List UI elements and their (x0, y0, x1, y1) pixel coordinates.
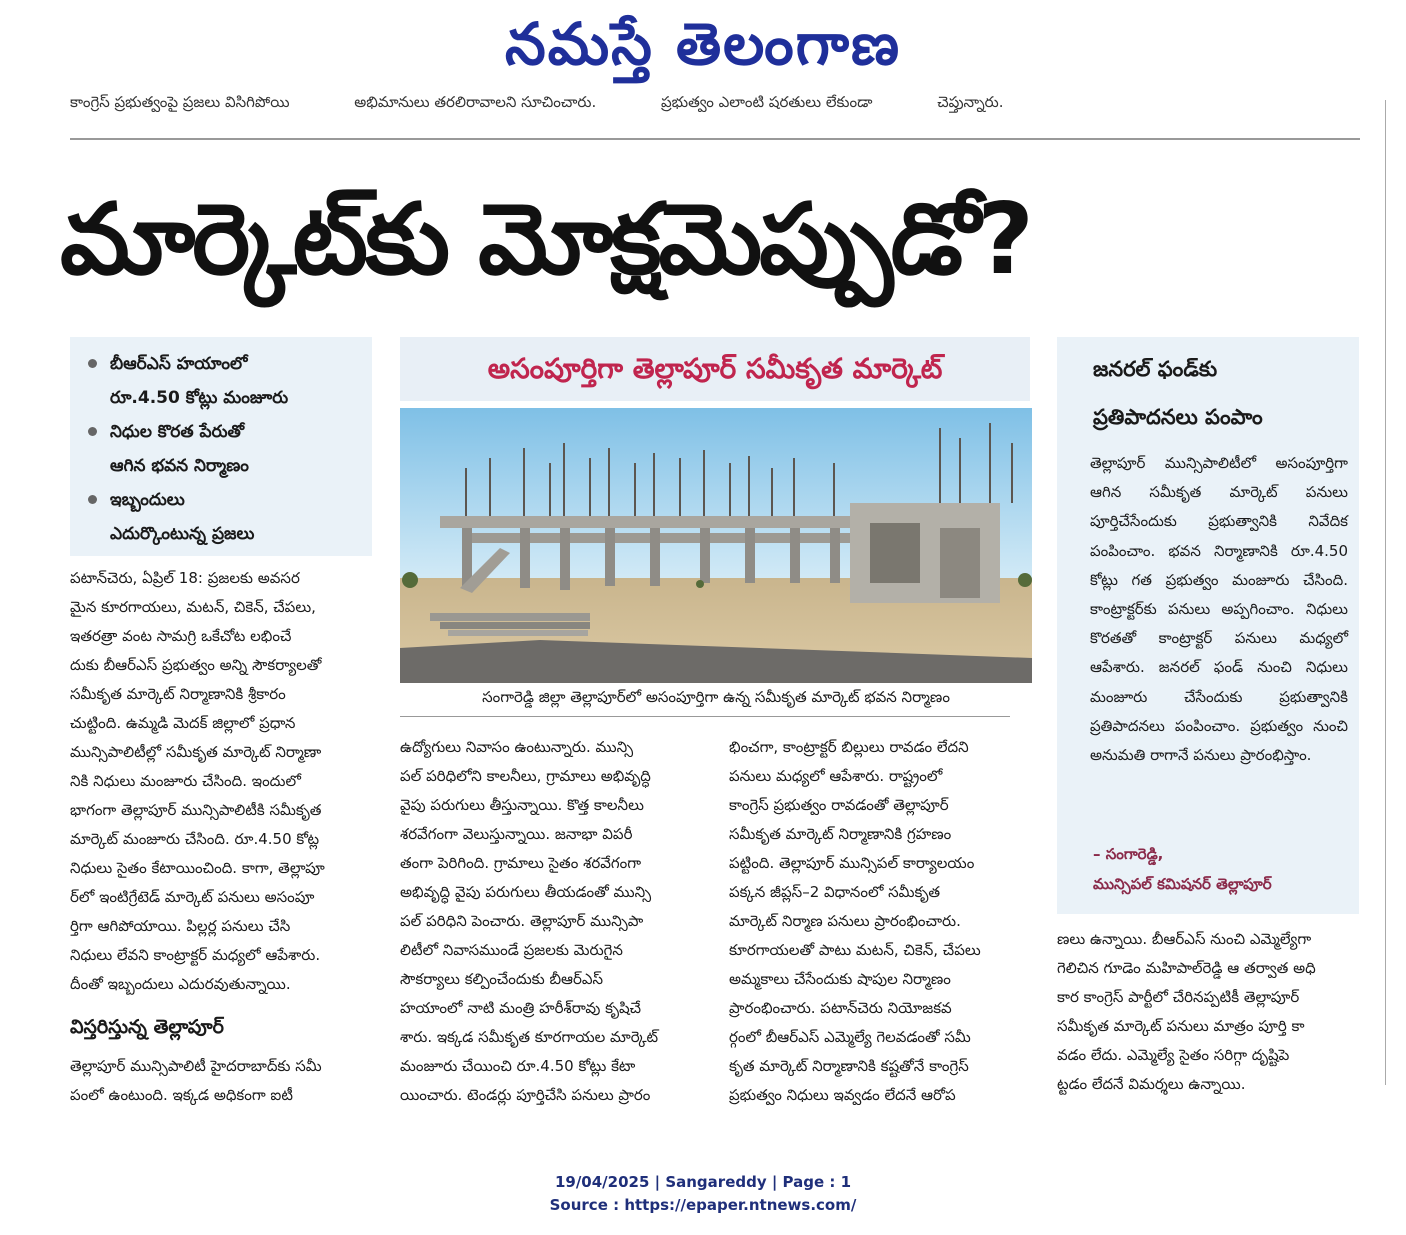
article-line: ర్‌లో ఇంటిగ్రేటెడ్ మార్కెట్ పనులు అసంపూ (70, 888, 315, 906)
vertical-divider (1385, 100, 1386, 1085)
article-line: చుట్టింది. ఉమ్మడి మెదక్ జిల్లాలో ప్రధాన (70, 714, 296, 732)
construction-photo (400, 408, 1032, 683)
article-line: తంగా పెరిగింది. గ్రామాలు సైతం శరవేగంగా (400, 854, 642, 872)
news-photo (400, 408, 1032, 683)
highlight-item: రూ.4.50 కోట్లు మంజూరు (110, 388, 289, 408)
quote-signature-title: మున్సిపల్ కమిషనర్ తెల్లాపూర్ (1093, 875, 1272, 893)
photo-caption: సంగారెడ్డి జిల్లా తెల్లాపూర్‌లో అసంపూర్తిగా ఉన్న సమీకృత మార్కెట్ భవన నిర్మాణం (482, 688, 950, 706)
article-line: పక్కన జీప్లస్–2 విధానంలో సమీకృత (729, 883, 941, 901)
highlight-item: ఇబ్బందులు (84, 483, 372, 517)
article-line: నిధులు సైతం కేటాయించింది. కాగా, తెల్లాపూ (70, 859, 325, 877)
article-line: సమీకృత మార్కెట్ నిర్మాణానికి శ్రీకారం (70, 685, 286, 703)
highlight-item: నిధుల కొరత పేరుతో (84, 415, 372, 449)
article-line: కాంగ్రెస్ ప్రభుత్వం రావడంతో తెల్లాపూర్ (729, 796, 949, 814)
divider (70, 138, 1360, 140)
article-line: మైన కూరగాయలు, మటన్, చికెన్, చేపలు, (70, 598, 316, 616)
article-line: నిధులు లేవని కాంట్రాక్టర్ మధ్యలో ఆపేశారు. (70, 946, 321, 964)
quote-signature: – సంగారెడ్డి, (1093, 845, 1164, 863)
article-line: కార కాంగ్రెస్ పార్టీలో చేరినప్పటికీ తెల్లాపూర్ (1057, 988, 1300, 1006)
highlight-item: ఆగిన భవన నిర్మాణం (110, 456, 249, 476)
article-column-4 (1057, 925, 1359, 1099)
quote-box (1057, 337, 1359, 914)
article-line: వైపు పరుగులు తీస్తున్నాయి. కొత్త కాలనీలు (400, 796, 644, 814)
article-line: శరవేగంగా వెలుస్తున్నాయి. జనాభా విపరీ (400, 825, 633, 843)
quote-heading: జనరల్ ఫండ్‌కు (1093, 357, 1218, 381)
article-line: అభివృద్ధి వైపు పరుగులు తీయడంతో మున్సి (400, 883, 652, 901)
footer-source-link[interactable]: Source : https://epaper.ntnews.com/ (549, 1196, 857, 1214)
article-line: ర్గంలో బీఆర్ఎస్ ఎమ్మెల్యే గెలవడంతో సమీ (729, 1028, 971, 1046)
top-strip-text: ప్రభుత్వం ఎలాంటి షరతులు లేకుండా (661, 93, 873, 111)
article-line: మంజూరు చేయించి రూ.4.50 కోట్లు కేటా (400, 1057, 636, 1075)
article-line: పంలో ఉంటుంది. ఇక్కడ అధికంగా ఐటీ (70, 1086, 293, 1104)
article-line: దుకు బీఆర్ఎస్ ప్రభుత్వం అన్ని సౌకర్యాలతో (70, 656, 322, 674)
subheading: విస్తరిస్తున్న తెల్లాపూర్ (70, 1016, 224, 1038)
article-line: లిటీలో నివాసముండే ప్రజలకు మెరుగైన (400, 941, 623, 959)
bullet-icon (88, 359, 97, 368)
article-line: యించారు. టెండర్లు పూర్తిచేసి పనులు ప్రారం (400, 1086, 651, 1104)
headline: మార్కెట్‌కు మోక్షమెప్పుడో? (60, 183, 1032, 297)
article-line: ఉద్యోగులు నివాసం ఉంటున్నారు. మున్సి (400, 738, 634, 756)
article-line: సౌకర్యాలు కల్పించేందుకు బీఆర్ఎస్ (400, 970, 604, 988)
article-line: పనులు మధ్యలో ఆపేశారు. రాష్ట్రంలో (729, 767, 943, 785)
article-line: గెలిచిన గూడెం మహిపాల్‌రెడ్డి ఆ తర్వాత అధి (1057, 959, 1316, 977)
top-strip-text: చెప్తున్నారు. (937, 93, 1004, 111)
article-line: వడం లేదు. ఎమ్మెల్యే సైతం సరిగ్గా దృష్టిపె (1057, 1046, 1290, 1064)
article-line: పటాన్‌చెరు, ఏప్రిల్ 18: ప్రజలకు అవసర (70, 569, 300, 587)
top-strip-text: అభిమానులు తరలిరావాలని సూచించారు. (354, 93, 597, 111)
article-line: భాగంగా తెల్లాపూర్ మున్సిపాలిటీకి సమీకృత (70, 801, 322, 819)
quote-heading: ప్రతిపాదనలు పంపాం (1093, 405, 1263, 429)
article-line: హయాంలో నాటి మంత్రి హరీశ్‌రావు కృషిచే (400, 999, 642, 1017)
article-line: భించగా, కాంట్రాక్టర్ బిల్లులు రావడం లేదని (729, 738, 969, 756)
article-line: మార్కెట్ మంజూరు చేసింది. రూ.4.50 కోట్ల (70, 830, 320, 848)
article-line: సమీకృత మార్కెట్ నిర్మాణానికి గ్రహణం (729, 825, 952, 843)
article-line: అమ్మకాలు చేసేందుకు షాపుల నిర్మాణం (729, 970, 951, 988)
article-line: సమీకృత మార్కెట్ పనులు మాత్రం పూర్తి కా (1057, 1017, 1305, 1035)
bullet-icon (88, 495, 97, 504)
top-strip (70, 93, 1360, 117)
masthead-logo: నమస్తే తెలంగాణ (505, 10, 901, 78)
highlight-item: ఎదుర్కొంటున్న ప్రజలు (110, 524, 255, 544)
article-line: పల్ పరిధిలోని కాలనీలు, గ్రామాలు అభివృద్ధి (400, 767, 651, 785)
article-line: పట్టింది. తెల్లాపూర్ మున్సిపల్ కార్యాలయం (729, 854, 975, 872)
kicker-text: అసంపూర్తిగా తెల్లాపూర్ సమీకృత మార్కెట్ (487, 352, 943, 385)
article-line: ట్టడం లేదనే విమర్శలు ఉన్నాయి. (1057, 1075, 1246, 1093)
article-column-3 (729, 733, 1031, 1110)
caption-divider (400, 716, 1010, 717)
article-column-1 (70, 564, 372, 1110)
article-line: నికి నిధులు మంజూరు చేసింది. ఇందులో (70, 772, 301, 790)
bullet-icon (88, 427, 97, 436)
article-line: తెల్లాపూర్ మున్సిపాలిటీ హైదరాబాద్‌కు సమీ (70, 1057, 322, 1075)
article-column-2 (400, 733, 702, 1110)
article-line: కూరగాయలతో పాటు మటన్, చికెన్, చేపలు (729, 941, 981, 959)
article-line: కృత మార్కెట్ నిర్మాణానికి కష్టతోనే కాంగ్రెస్ (729, 1057, 969, 1075)
highlights-box (70, 337, 372, 556)
article-line: మున్సిపాలిటీల్లో సమీకృత మార్కెట్ నిర్మాణా (70, 743, 322, 761)
article-line: ప్రారంభించారు. పటాన్‌చెరు నియోజకవ (729, 999, 952, 1017)
article-line: ఇతరత్రా వంట సామగ్రి ఒకేచోట లభించే (70, 627, 292, 645)
article-line: ర్తిగా ఆగిపోయాయి. పిల్లర్ల పనులు చేసి (70, 917, 291, 935)
article-line: శారు. ఇక్కడ సమీకృత కూరగాయల మార్కెట్ (400, 1028, 659, 1046)
footer-date-page: 19/04/2025 | Sangareddy | Page : 1 (554, 1173, 852, 1191)
article-line: ప్రభుత్వం నిధులు ఇవ్వడం లేదనే ఆరోప (729, 1086, 956, 1104)
quote-body: తెల్లాపూర్ మున్సిపాలిటీలో అసంపూర్తిగా ఆగిన సమీకృత మార్కెట్ పనులు పూర్తిచేసేందుకు ప్రభుత్వానికి నివేదిక పంపించాం. భవన నిర్మాణానికి రూ.4.50 కోట్లు గత ప్రభుత్వం మంజూరు చేసింది. కాంట్రాక్టర్‌కు పనులు అప్పగించాం. నిధులు కొరతతో కాంట్రాక్టర్ పనులు మధ్యలో ఆపేశారు. జనరల్ ఫండ్ నుంచి నిధులు మంజూరు చేసేందుకు ప్రభుత్వానికి ప్రతిపాదనలు పంపించాం. ప్రభుత్వం నుంచి అనుమతి రాగానే పనులు ప్రారంభిస్తాం. (1090, 454, 1348, 765)
top-strip-text: కాంగ్రెస్ ప్రభుత్వంపై ప్రజలు విసిగిపోయి (70, 93, 290, 111)
article-line: మార్కెట్ నిర్మాణ పనులు ప్రారంభించారు. (729, 912, 961, 930)
article-line: పల్ పరిధిని పెంచారు. తెల్లాపూర్ మున్సిపా (400, 912, 644, 930)
article-line: దీంతో ఇబ్బందులు ఎదురవుతున్నాయి. (70, 975, 291, 993)
kicker-banner (400, 337, 1030, 401)
highlight-item: బీఆర్ఎస్ హయాంలో (84, 347, 372, 381)
article-line: ణలు ఉన్నాయి. బీఆర్ఎస్ నుంచి ఎమ్మెల్యేగా (1057, 930, 1312, 948)
